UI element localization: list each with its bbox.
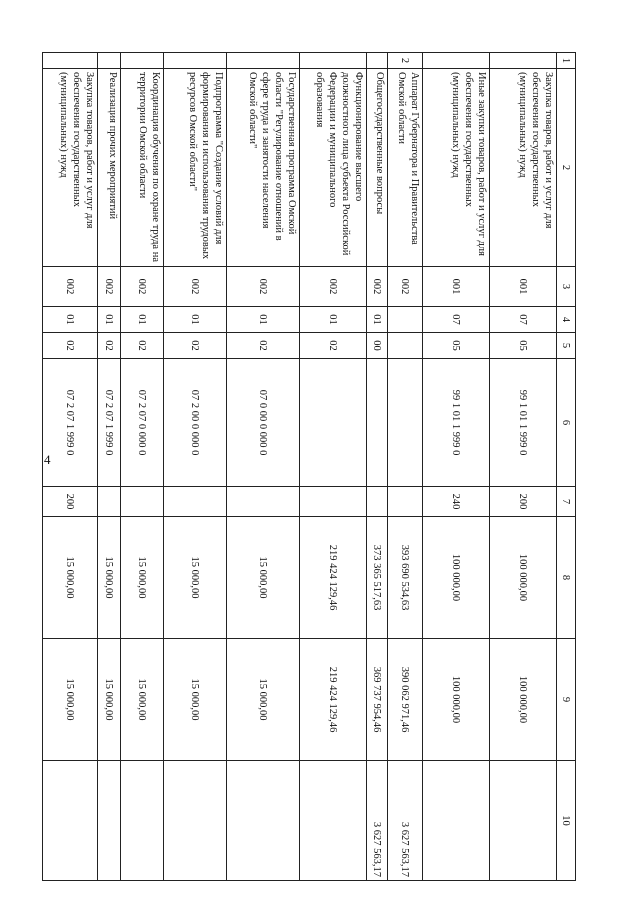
page-number: 4 bbox=[44, 452, 51, 467]
amount-cell: 100 000,00 bbox=[423, 639, 490, 761]
subsection-cell bbox=[388, 333, 423, 359]
target-article-cell: 07 2 07 1 999 0 bbox=[98, 359, 121, 487]
amount-cell: 15 000,00 bbox=[98, 639, 121, 761]
item-name-cell: Функционирование высшего должностного лица субъекта Российской Федерации и муниципального образования bbox=[300, 69, 367, 267]
subsection-cell: 02 bbox=[43, 333, 98, 359]
amount-cell: 15 000,00 bbox=[43, 517, 98, 639]
header-cell: 1 bbox=[557, 53, 576, 69]
amount-cell: 100 000,00 bbox=[490, 517, 557, 639]
section-cell: 01 bbox=[43, 307, 98, 333]
amount-cell: 3 627 563,17 bbox=[388, 761, 423, 881]
item-name-cell: Координация обучения по охране труда на территории Омской области bbox=[121, 69, 164, 267]
amount-cell: 15 000,00 bbox=[164, 639, 227, 761]
amount-cell: 219 424 129,46 bbox=[300, 517, 367, 639]
expense-type-cell bbox=[164, 487, 227, 517]
row-number-cell bbox=[300, 53, 367, 69]
expense-type-cell bbox=[121, 487, 164, 517]
code-cell: 002 bbox=[367, 267, 388, 307]
table-row bbox=[227, 53, 300, 881]
amount-cell: 15 000,00 bbox=[164, 517, 227, 639]
amount-cell: 393 690 534,63 bbox=[388, 517, 423, 639]
item-name-cell: Реализация прочих мероприятий bbox=[98, 69, 121, 267]
amount-cell: 15 000,00 bbox=[43, 639, 98, 761]
row-number-cell bbox=[164, 53, 227, 69]
table-row bbox=[388, 53, 423, 881]
row-number-cell bbox=[227, 53, 300, 69]
amount-cell bbox=[164, 761, 227, 881]
header-cell: 8 bbox=[557, 517, 576, 639]
expense-type-cell bbox=[388, 487, 423, 517]
section-cell bbox=[388, 307, 423, 333]
amount-cell bbox=[227, 761, 300, 881]
amount-cell: 15 000,00 bbox=[227, 639, 300, 761]
item-name-cell: Закупка товаров, работ и услуг для обеспечения государственных (муниципальных) нужд bbox=[490, 69, 557, 267]
row-number-cell bbox=[423, 53, 490, 69]
row-number-cell bbox=[98, 53, 121, 69]
subsection-cell: 02 bbox=[98, 333, 121, 359]
amount-cell: 15 000,00 bbox=[98, 517, 121, 639]
target-article-cell bbox=[367, 359, 388, 487]
subsection-cell: 02 bbox=[300, 333, 367, 359]
budget-table bbox=[42, 52, 576, 881]
code-cell: 002 bbox=[98, 267, 121, 307]
item-name-cell: Аппарат Губернатора и Правительства Омской области bbox=[388, 69, 423, 267]
target-article-cell bbox=[300, 359, 367, 487]
item-name-cell: Закупка товаров, работ и услуг для обеспечения государственных (муниципальных) нужд bbox=[43, 69, 98, 267]
amount-cell: 15 000,00 bbox=[121, 639, 164, 761]
table-row bbox=[367, 53, 388, 881]
rotated-table-wrapper bbox=[58, 52, 576, 880]
header-cell: 5 bbox=[557, 333, 576, 359]
code-cell: 002 bbox=[164, 267, 227, 307]
amount-cell: 15 000,00 bbox=[227, 517, 300, 639]
expense-type-cell: 200 bbox=[43, 487, 98, 517]
header-cell: 4 bbox=[557, 307, 576, 333]
amount-cell bbox=[43, 761, 98, 881]
row-number-cell bbox=[121, 53, 164, 69]
amount-cell: 100 000,00 bbox=[490, 639, 557, 761]
target-article-cell: 99 1 01 1 999 0 bbox=[423, 359, 490, 487]
section-cell: 01 bbox=[121, 307, 164, 333]
item-name-cell: Общегосударственные вопросы bbox=[367, 69, 388, 267]
table-row bbox=[423, 53, 490, 881]
subsection-cell: 02 bbox=[227, 333, 300, 359]
item-name-cell: Иные закупки товаров, работ и услуг для обеспечения государственных (муниципальных) нужд bbox=[423, 69, 490, 267]
item-name-cell: Государственная программа Омской области "Регулирование отношений в сфере труда и занятости населения Омской области" bbox=[227, 69, 300, 267]
code-cell: 002 bbox=[43, 267, 98, 307]
amount-cell bbox=[490, 761, 557, 881]
subsection-cell: 00 bbox=[367, 333, 388, 359]
amount-cell bbox=[423, 761, 490, 881]
subsection-cell: 05 bbox=[423, 333, 490, 359]
item-name-cell: Подпрограмма "Создание условий для формирования и использования трудовых ресурсов Омской области" bbox=[164, 69, 227, 267]
amount-cell: 3 627 563,17 bbox=[367, 761, 388, 881]
section-cell: 07 bbox=[490, 307, 557, 333]
amount-cell bbox=[98, 761, 121, 881]
header-cell: 6 bbox=[557, 359, 576, 487]
table-row bbox=[490, 53, 557, 881]
target-article-cell bbox=[388, 359, 423, 487]
table-row bbox=[98, 53, 121, 881]
table-row bbox=[43, 53, 98, 881]
section-cell: 01 bbox=[367, 307, 388, 333]
expense-type-cell: 240 bbox=[423, 487, 490, 517]
section-cell: 07 bbox=[423, 307, 490, 333]
expense-type-cell bbox=[227, 487, 300, 517]
header-cell: 7 bbox=[557, 487, 576, 517]
amount-cell: 369 737 954,46 bbox=[367, 639, 388, 761]
subsection-cell: 02 bbox=[121, 333, 164, 359]
section-cell: 01 bbox=[164, 307, 227, 333]
table-row bbox=[121, 53, 164, 881]
amount-cell: 15 000,00 bbox=[121, 517, 164, 639]
code-cell: 001 bbox=[423, 267, 490, 307]
expense-type-cell bbox=[367, 487, 388, 517]
header-cell: 10 bbox=[557, 761, 576, 881]
code-cell: 002 bbox=[388, 267, 423, 307]
expense-type-cell: 200 bbox=[490, 487, 557, 517]
amount-cell: 390 062 971,46 bbox=[388, 639, 423, 761]
row-number-cell bbox=[490, 53, 557, 69]
amount-cell: 100 000,00 bbox=[423, 517, 490, 639]
target-article-cell: 99 1 01 1 999 0 bbox=[490, 359, 557, 487]
code-cell: 002 bbox=[121, 267, 164, 307]
header-cell: 2 bbox=[557, 69, 576, 267]
header-cell: 9 bbox=[557, 639, 576, 761]
code-cell: 001 bbox=[490, 267, 557, 307]
section-cell: 01 bbox=[98, 307, 121, 333]
code-cell: 002 bbox=[300, 267, 367, 307]
target-article-cell: 07 0 00 0 000 0 bbox=[227, 359, 300, 487]
amount-cell bbox=[300, 761, 367, 881]
subsection-cell: 05 bbox=[490, 333, 557, 359]
amount-cell bbox=[121, 761, 164, 881]
header-row bbox=[557, 53, 576, 881]
target-article-cell: 07 2 00 0 000 0 bbox=[164, 359, 227, 487]
row-number-cell bbox=[367, 53, 388, 69]
header-cell: 3 bbox=[557, 267, 576, 307]
section-cell: 01 bbox=[227, 307, 300, 333]
section-cell: 01 bbox=[300, 307, 367, 333]
target-article-cell: 07 2 07 1 999 0 bbox=[43, 359, 98, 487]
row-number-cell bbox=[43, 53, 98, 69]
target-article-cell: 07 2 07 0 000 0 bbox=[121, 359, 164, 487]
table-row bbox=[300, 53, 367, 881]
amount-cell: 219 424 129,46 bbox=[300, 639, 367, 761]
row-number-cell: 2 bbox=[388, 53, 423, 69]
expense-type-cell bbox=[98, 487, 121, 517]
subsection-cell: 02 bbox=[164, 333, 227, 359]
table-body bbox=[43, 53, 576, 881]
table-row bbox=[164, 53, 227, 881]
expense-type-cell bbox=[300, 487, 367, 517]
code-cell: 002 bbox=[227, 267, 300, 307]
amount-cell: 373 365 517,63 bbox=[367, 517, 388, 639]
